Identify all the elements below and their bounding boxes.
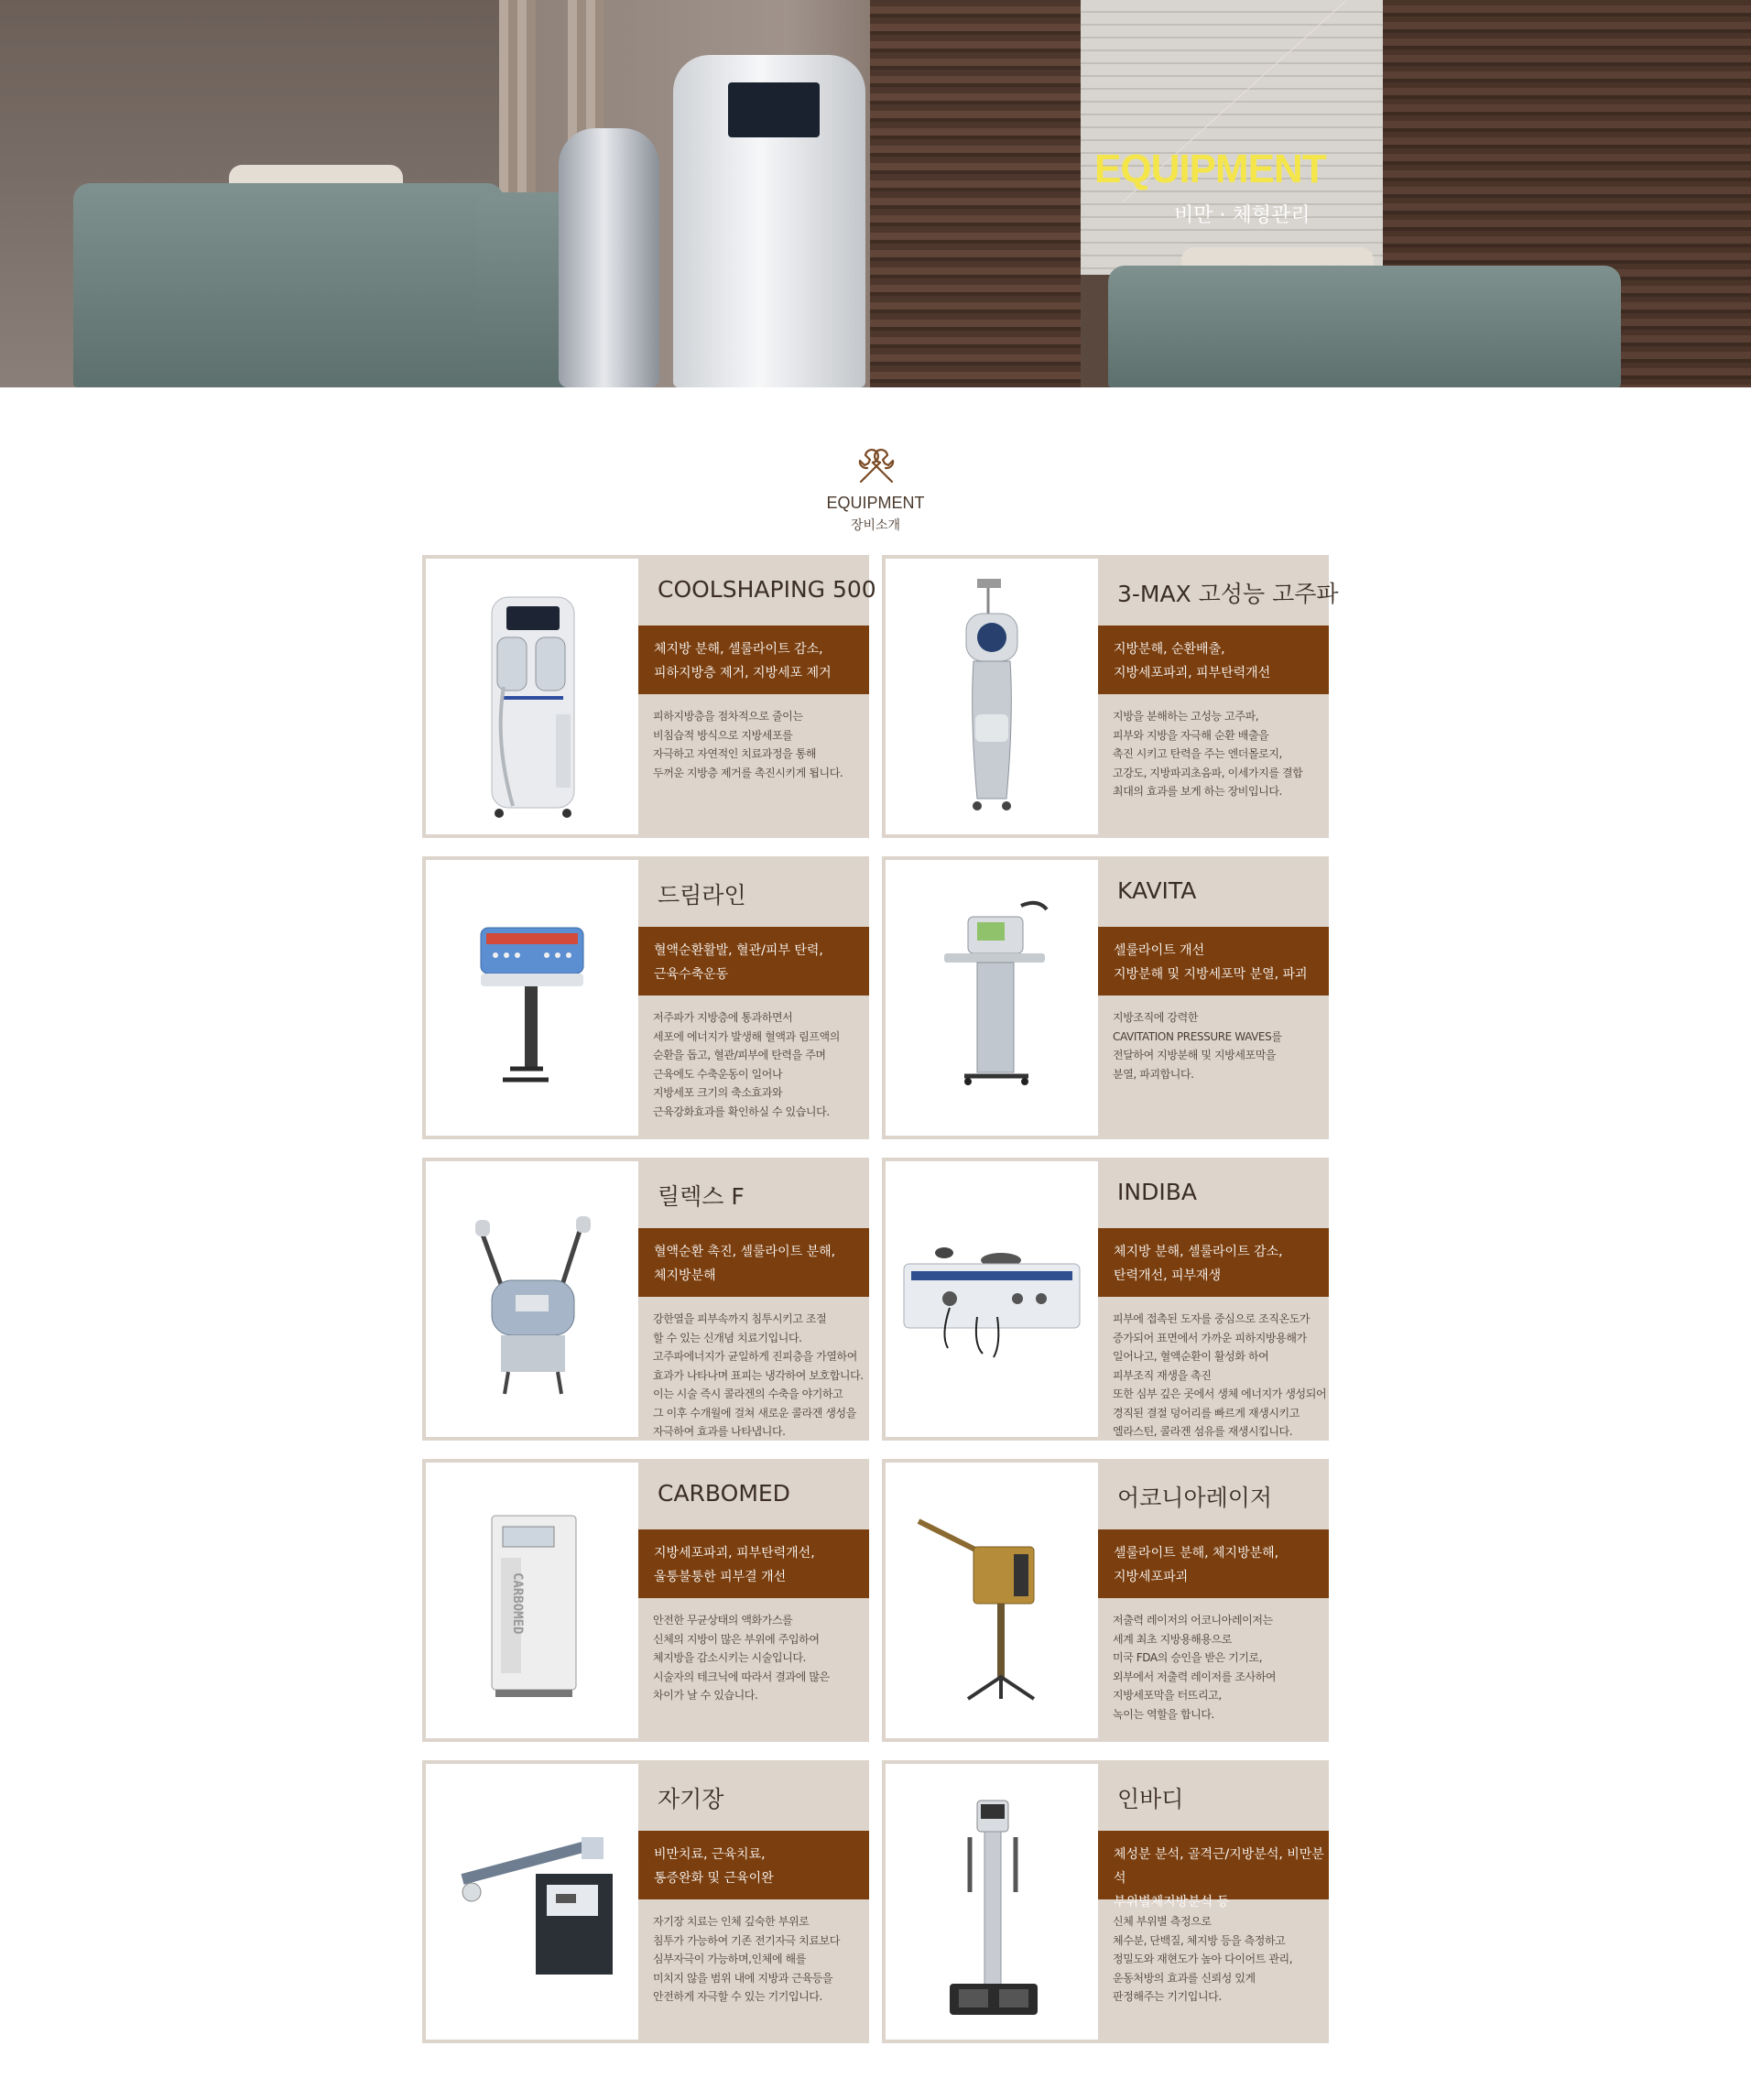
equipment-name: 인바디 — [1117, 1786, 1184, 1812]
equipment-card — [882, 856, 1329, 1139]
hero-subtitle: 비만 · 체형관리 — [1174, 204, 1311, 227]
equipment-description: 지방을 분해하는 고성능 고주파, 피부와 지방을 자극해 순환 배출을 촉진 시키고 탄력을 주는 엔더몰로지, 고강도, 지방파괴초음파, 이세가지를 결합 최대의 효과를 보게 하는 장비입니다. — [1113, 710, 1303, 798]
equipment-image — [426, 1764, 638, 2040]
equipment-features — [638, 1529, 869, 1598]
equipment-features — [1098, 1228, 1329, 1297]
tools-icon — [856, 446, 897, 486]
equipment-image — [426, 559, 638, 834]
hero-wood-panel — [870, 0, 1081, 387]
equipment-description: 저출력 레이저의 어코니아레이저는 세계 최초 지방용해용으로 미국 FDA의 승인을 받은 기기로, 외부에서 저출력 레이저를 조사하여 지방세포막을 터뜨리고, 녹이는 역할을 합니다. — [1113, 1614, 1277, 1721]
equipment-description: 자기장 치료는 인체 깊숙한 부위로 침투가 가능하여 기존 전기자극 치료보다 심부자극이 가능하며,인체에 해를 미치지 않을 범위 내에 지방과 근육등을 안전하게 자극할 수 있는 기기입니다. — [653, 1915, 840, 2003]
equipment-features — [1098, 1529, 1329, 1598]
equipment-image — [426, 1161, 638, 1437]
equipment-description: 피하지방층을 점차적으로 줄이는 비침습적 방식으로 지방세포를 자극하고 자연적인 치료과정을 통해 두꺼운 지방층 제거를 촉진시키게 됩니다. — [653, 710, 843, 779]
equipment-image — [886, 559, 1098, 834]
equipment-image — [426, 1463, 638, 1738]
equipment-description: 피부에 접촉된 도자를 중심으로 조직온도가 증가되어 표면에서 가까운 피하지방용해가 일어나고, 혈액순환이 활성화 하여 피부조직 재생을 촉진 또한 심부 깊은 곳에서 생체 에너지가 생성되어 경직된 결절 덩어리를 빠르게 재생시키고 엘라스틴, 콜라겐 섬유를 재생시킵니다. — [1113, 1312, 1327, 1438]
equipment-features — [638, 1831, 869, 1899]
equipment-image — [886, 860, 1098, 1136]
equipment-description: 저주파가 지방층에 통과하면서 세포에 에너지가 발생해 혈액과 림프액의 순환을 돕고, 혈관/피부에 탄력을 주며 근육에도 수축운동이 일어나 지방세포 크기의 축소효과와 근육강화효과를 확인하실 수 있습니다. — [653, 1011, 840, 1118]
hero-banner — [0, 0, 1751, 387]
equipment-card — [882, 1760, 1329, 2043]
equipment-image — [886, 1161, 1098, 1437]
equipment-features-text: 지방분해, 순환배출, 지방세포파괴, 피부탄력개선 — [1114, 642, 1271, 680]
equipment-features-text: 체지방 분해, 셀룰라이트 감소, 탄력개선, 피부재생 — [1114, 1245, 1283, 1283]
equipment-features-text: 비만치료, 근육치료, 통증완화 및 근육이완 — [654, 1847, 774, 1886]
equipment-name: 어코니아레이저 — [1117, 1485, 1273, 1511]
equipment-image — [886, 1764, 1098, 2040]
equipment-name: COOLSHAPING 500 — [658, 576, 876, 603]
equipment-features-text: 혈액순환 촉진, 셀룰라이트 분해, 체지방분해 — [654, 1245, 836, 1283]
hero-window — [1081, 0, 1383, 275]
equipment-features — [638, 626, 869, 694]
equipment-features-text: 체지방 분해, 셀룰라이트 감소, 피하지방층 제거, 지방세포 제거 — [654, 642, 832, 680]
equipment-card — [882, 1158, 1329, 1441]
equipment-card — [422, 856, 869, 1139]
equipment-image — [886, 1463, 1098, 1738]
equipment-card — [882, 1459, 1329, 1742]
equipment-name: 릴렉스 F — [658, 1183, 745, 1210]
equipment-name: KAVITA — [1117, 877, 1197, 904]
hero-bed — [73, 183, 504, 387]
equipment-features-text: 셀룰라이트 분해, 체지방분해, 지방세포파괴 — [1114, 1546, 1279, 1584]
equipment-name: 드림라인 — [658, 882, 746, 909]
section-title: EQUIPMENT — [826, 494, 925, 512]
carbomed-logo-text: CARBOMED — [510, 1572, 525, 1635]
hero-title: EQUIPMENT — [1094, 147, 1326, 191]
equipment-name: CARBOMED — [658, 1480, 790, 1507]
equipment-card — [422, 1760, 869, 2043]
hero-bed — [1108, 266, 1621, 387]
hero-device-3max — [559, 128, 659, 387]
equipment-description: 지방조직에 강력한 CAVITATION PRESSURE WAVES를 전달하여 지방분해 및 지방세포막을 분열, 파괴합니다. — [1113, 1011, 1282, 1081]
equipment-name: 3-MAX 고성능 고주파 — [1117, 581, 1339, 607]
equipment-description: 안전한 무균상태의 액화가스를 신체의 지방이 많은 부위에 주입하여 체지방을 감소시키는 시술입니다. 시술자의 테크닉에 따라서 결과에 많은 차이가 날 수 있습니다. — [653, 1614, 830, 1702]
section-subtitle: 장비소개 — [850, 518, 901, 533]
equipment-features — [1098, 626, 1329, 694]
equipment-image — [426, 860, 638, 1136]
equipment-card — [882, 555, 1339, 838]
equipment-name: 자기장 — [658, 1786, 724, 1812]
equipment-features — [638, 927, 869, 996]
equipment-description: 강한열을 피부속까지 침투시키고 조절 할 수 있는 신개념 치료기입니다. 고주파에너지가 균일하게 진피층을 가열하여 효과가 나타나며 표피는 냉각하여 보호합니다. 이는 시술 즉시 콜라겐의 수축을 야기하고 그 이후 수개월에 걸쳐 새로운 콜라겐 생성을 자극하여 효과를 나타냅니다. — [653, 1312, 864, 1438]
equipment-card — [422, 1158, 869, 1441]
equipment-features-text: 체성분 분석, 골격근/지방분석, 비만분석 부위별체지방분석 등 — [1114, 1847, 1324, 1910]
equipment-features-text: 지방세포파괴, 피부탄력개선, 울퉁불퉁한 피부결 개선 — [654, 1546, 815, 1584]
equipment-features-text: 혈액순환활발, 혈관/피부 탄력, 근육수축운동 — [654, 943, 823, 982]
hero-device-coolshaping — [673, 55, 865, 387]
equipment-description: 신체 부위별 측정으로 체수분, 단백질, 체지방 등을 측정하고 정밀도와 재현도가 높아 다이어트 관리, 운동처방의 효과를 신뢰성 있게 판정해주는 기기입니다. — [1113, 1915, 1293, 2003]
equipment-features — [1098, 927, 1329, 996]
equipment-features — [638, 1228, 869, 1297]
equipment-features-text: 셀룰라이트 개선 지방분해 및 지방세포막 분열, 파괴 — [1114, 943, 1308, 982]
equipment-card — [422, 555, 876, 838]
equipment-card — [422, 1459, 869, 1742]
equipment-name: INDIBA — [1117, 1179, 1197, 1205]
equipment-features — [1098, 1831, 1329, 1910]
